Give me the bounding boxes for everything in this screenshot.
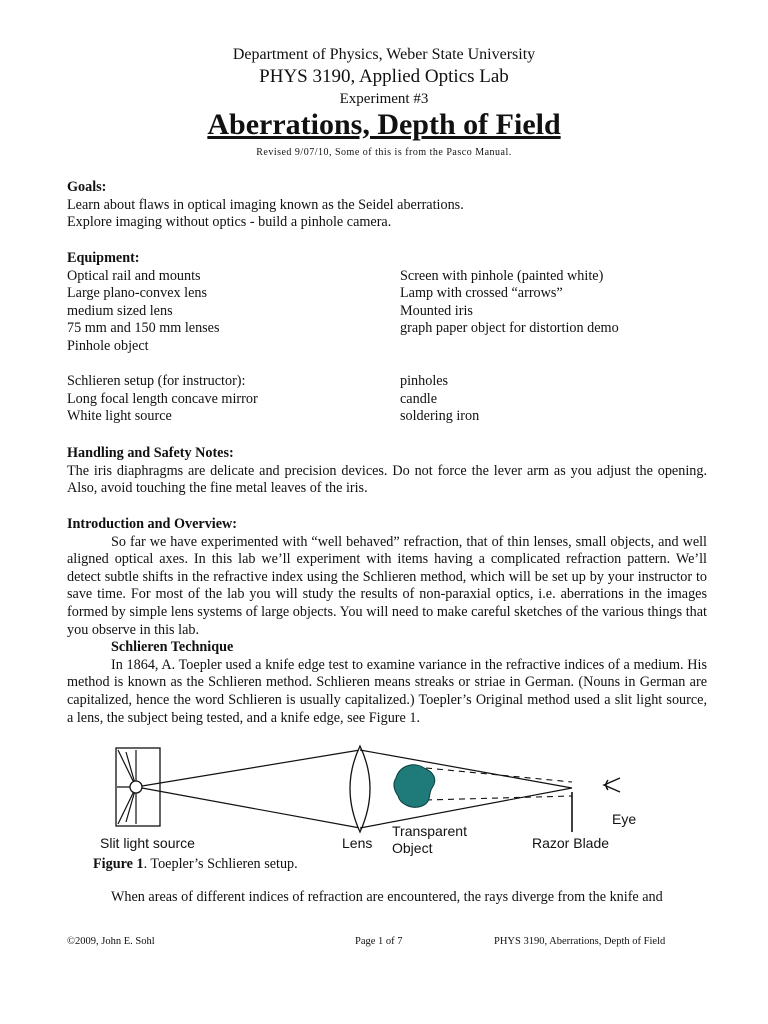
goals-heading: Goals:: [67, 179, 107, 195]
footer-page-number: Page 1 of 7: [355, 936, 403, 947]
object-label-line2: Object: [392, 840, 433, 856]
intro-heading: Introduction and Overview:: [67, 516, 237, 532]
transparent-object: [394, 765, 435, 807]
safety-text: The iris diaphragms are delicate and precision devices. Do not force the lever arm as you adjust the opening. Also, avoid touching the fine metal leaves of the iris.: [67, 462, 707, 497]
slit-source-label: Slit light source: [100, 835, 195, 851]
footer-copyright: ©2009, John E. Sohl: [67, 936, 155, 947]
figure-caption: [93, 856, 298, 873]
ray-lower-out: [360, 788, 572, 828]
intro-paragraph: So far we have experimented with “well behaved” refraction, that of thin lenses, small objects, and well aligned optical axes. In this lab we’ll experiment with items having a complicated refraction pattern. We’ll detect subtle shifts in the refractive index using the Schlieren method, which will be set up by your instructor to save time. For most of the lab you will study the results of non-paraxial optics, i.e. aberrations in the images formed by simple lens systems of large objects. You will need to make careful sketches of the various things that you observe in this lab.: [67, 533, 707, 638]
figure-caption-number: Figure 1: [93, 856, 144, 872]
equipment-row: [67, 303, 707, 321]
equipment-item: medium sized lens: [67, 302, 173, 319]
equipment-row: [67, 268, 707, 286]
department-heading: Department of Physics, Weber State University: [232, 46, 536, 63]
eye-label: Eye: [612, 811, 637, 827]
goals-section: [67, 179, 707, 232]
razor-label: Razor Blade: [532, 835, 610, 851]
ray-upper-in: [142, 750, 360, 786]
body-paragraph: When areas of different indices of refraction are encountered, the rays diverge from the knife and: [111, 889, 663, 905]
equipment-item: soldering iron: [400, 408, 480, 425]
equipment-row: [67, 338, 707, 356]
course-heading: PHYS 3190, Applied Optics Lab: [259, 66, 509, 87]
figure-caption-text: . Toepler’s Schlieren setup.: [143, 856, 298, 872]
spacer: [67, 356, 707, 374]
lens-shape: [350, 746, 370, 832]
schlieren-figure: [96, 742, 656, 862]
schlieren-subheading: Schlieren Technique: [111, 639, 234, 656]
experiment-number: Experiment #3: [339, 91, 429, 107]
equipment-item: Mounted iris: [400, 302, 473, 319]
equipment-item: candle: [400, 390, 438, 407]
revision-note: Revised 9/07/10, Some of this is from the Pasco Manual.: [256, 147, 512, 158]
equipment-section: [67, 250, 707, 426]
equipment-item: Large plano-convex lens: [67, 285, 207, 302]
page-title-text: Aberrations, Depth of Field: [207, 108, 561, 141]
ray-upper-out: [360, 750, 572, 788]
ray-lower-in: [142, 788, 360, 828]
equipment-heading: Equipment:: [67, 250, 140, 266]
safety-section: [67, 445, 707, 498]
eye-icon: [604, 778, 620, 792]
equipment-item: pinholes: [400, 373, 449, 390]
equipment-item: White light source: [67, 408, 172, 425]
footer-course-title: PHYS 3190, Aberrations, Depth of Field: [494, 936, 666, 947]
safety-heading: Handling and Safety Notes:: [67, 445, 234, 461]
page-title: [0, 108, 768, 142]
equipment-item: Optical rail and mounts: [67, 267, 201, 284]
equipment-row: [67, 285, 707, 303]
goals-line: Explore imaging without optics - build a pinhole camera.: [67, 214, 392, 231]
equipment-row: [67, 408, 707, 426]
object-label-line1: Transparent: [392, 823, 467, 839]
schlieren-paragraph: In 1864, A. Toepler used a knife edge test to examine variance in the refractive indices of a medium. His method is known as the Schlieren method. Schlieren means streaks or striae in German. (Nouns in German are capitalized, hence the word Schlieren is usually capitalized.) Toepler’s Original method used a slit light source, a lens, the subject being tested, and a knife edge, see Figure 1.: [67, 656, 707, 726]
equipment-item: graph paper object for distortion demo: [400, 320, 619, 337]
equipment-row: [67, 320, 707, 338]
equipment-item: Long focal length concave mirror: [67, 390, 258, 407]
equipment-item: Screen with pinhole (painted white): [400, 267, 604, 284]
equipment-item: 75 mm and 150 mm lenses: [67, 320, 220, 337]
equipment-row: [67, 373, 707, 391]
goals-line: Learn about flaws in optical imaging known as the Seidel aberrations.: [67, 196, 464, 213]
schlieren-diagram: [96, 742, 656, 862]
equipment-row: [67, 391, 707, 409]
slit-lamp: [130, 781, 142, 793]
deviated-ray-lower: [426, 796, 572, 800]
lens-label: Lens: [342, 835, 373, 851]
equipment-item: Schlieren setup (for instructor):: [67, 373, 246, 390]
intro-section: [67, 516, 707, 727]
equipment-item: Pinhole object: [67, 337, 149, 354]
equipment-item: Lamp with crossed “arrows”: [400, 285, 563, 302]
